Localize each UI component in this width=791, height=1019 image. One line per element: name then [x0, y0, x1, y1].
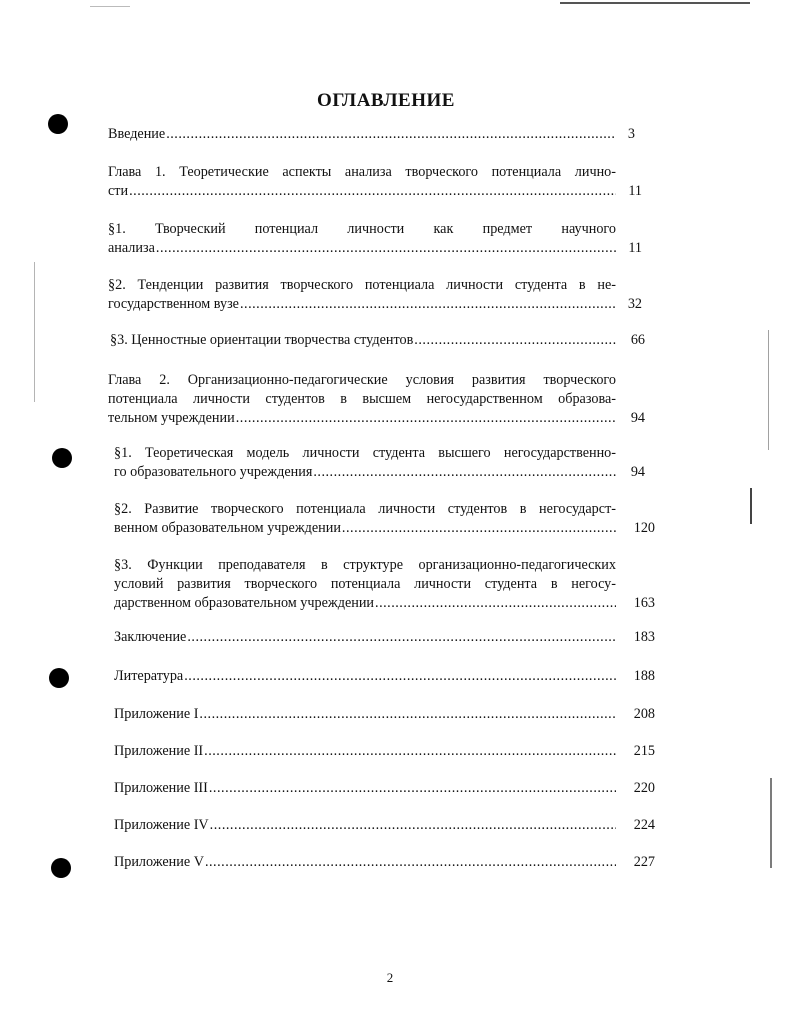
toc-entry-title: Приложение III — [114, 780, 208, 796]
punch-hole — [52, 448, 72, 468]
toc-entry-line: условий развития творческого потенциала личности студента в негосу- — [114, 576, 616, 592]
page-title: ОГЛАВЛЕНИЕ — [317, 90, 455, 111]
toc-entry-title: Заключение — [114, 629, 187, 645]
toc-entry — [114, 742, 616, 761]
toc-entry — [108, 220, 616, 258]
toc-entry-last-line — [108, 239, 616, 258]
toc-page-number: 188 — [633, 668, 655, 684]
toc-entry-last-line — [108, 182, 616, 201]
toc-entry-line: §1. Теоретическая модель личности студента высшего негосударственно- — [114, 445, 616, 461]
toc-entry-last-line — [114, 463, 616, 482]
punch-hole — [51, 858, 71, 878]
toc-entry — [114, 816, 616, 835]
dot-leader — [166, 125, 616, 144]
dot-leader — [205, 853, 616, 872]
toc-page-number: 183 — [633, 629, 655, 645]
toc-entry — [114, 667, 616, 686]
toc-page-number: 11 — [628, 183, 642, 199]
dot-leader — [236, 409, 616, 428]
toc-page-number: 215 — [633, 743, 655, 759]
toc-page-number: 220 — [633, 780, 655, 796]
toc-entry-title: Приложение V — [114, 854, 204, 870]
dot-leader — [375, 594, 616, 613]
toc-entry — [114, 628, 616, 647]
toc-entry-title: Приложение II — [114, 743, 204, 759]
toc-entry-title: го образовательного учреждения — [114, 464, 313, 480]
toc-entry-last-line — [110, 331, 616, 350]
toc-page-number: 3 — [627, 126, 635, 142]
toc-entry-last-line — [114, 853, 616, 872]
toc-entry-last-line — [108, 295, 616, 314]
toc-entry-last-line — [114, 667, 616, 686]
toc-entry — [110, 331, 616, 350]
toc-entry-last-line — [108, 409, 616, 428]
scan-edge-mark — [770, 778, 772, 868]
scan-edge-mark — [750, 488, 752, 524]
toc-entry-title: Введение — [108, 126, 166, 142]
toc-page-number: 11 — [628, 240, 642, 256]
toc-entry — [114, 500, 616, 538]
toc-entry-line: §2. Развитие творческого потенциала личности студентов в негосударст- — [114, 501, 616, 517]
toc-entry-line: Глава 2. Организационно-педагогические условия развития творческого — [108, 372, 616, 388]
toc-entry — [108, 163, 616, 201]
toc-entry-last-line — [114, 779, 616, 798]
punch-hole — [49, 668, 69, 688]
punch-hole — [48, 114, 68, 134]
dot-leader — [184, 667, 616, 686]
toc-entry — [114, 779, 616, 798]
dot-leader — [210, 816, 616, 835]
toc-entry-line: Глава 1. Теоретические аспекты анализа творческого потенциала лично- — [108, 164, 616, 180]
toc-entry-title: Приложение I — [114, 706, 199, 722]
toc-entry-title: сти — [108, 183, 129, 199]
toc-entry-line: §3. Функции преподавателя в структуре организационно-педагогических — [114, 557, 616, 573]
toc-page-number: 224 — [633, 817, 655, 833]
toc-entry-title: §3. Ценностные ориентации творчества студентов — [110, 332, 414, 348]
toc-entry-title: анализа — [108, 240, 155, 256]
toc-page-number: 227 — [633, 854, 655, 870]
dot-leader — [313, 463, 616, 482]
toc-entry-last-line — [114, 705, 616, 724]
scan-edge-mark — [34, 262, 35, 402]
toc-page-number: 94 — [630, 464, 645, 480]
toc-entry — [114, 853, 616, 872]
dot-leader — [199, 705, 616, 724]
toc-entry-last-line — [114, 628, 616, 647]
toc-entry-line: потенциала личности студентов в высшем негосударственном образова- — [108, 391, 616, 407]
toc-page-number: 163 — [633, 595, 655, 611]
dot-leader — [240, 295, 616, 314]
dot-leader — [209, 779, 616, 798]
page-number: 2 — [386, 970, 394, 985]
toc-entry-last-line — [108, 125, 616, 144]
toc-page-number: 66 — [630, 332, 645, 348]
scan-edge-mark — [768, 330, 769, 450]
toc-entry-line: §2. Тенденции развития творческого потенциала личности студента в не- — [108, 277, 616, 293]
dot-leader — [187, 628, 616, 647]
toc-entry — [108, 371, 616, 428]
toc-entry — [114, 444, 616, 482]
dot-leader — [342, 519, 616, 538]
dot-leader — [129, 182, 616, 201]
dot-leader — [156, 239, 616, 258]
dot-leader — [414, 331, 616, 350]
toc-entry — [108, 276, 616, 314]
toc-page-number: 94 — [630, 410, 645, 426]
toc-entry-last-line — [114, 742, 616, 761]
toc-entry — [114, 705, 616, 724]
toc-entry-title: Приложение IV — [114, 817, 209, 833]
toc-entry-last-line — [114, 594, 616, 613]
toc-page-number: 120 — [633, 520, 655, 536]
scan-top-dash — [90, 6, 130, 7]
dot-leader — [204, 742, 616, 761]
toc-entry-last-line — [114, 816, 616, 835]
toc-entry-title: венном образовательном учреждении — [114, 520, 341, 536]
toc-entry-title: тельном учреждении — [108, 410, 235, 426]
toc-page-number: 208 — [633, 706, 655, 722]
toc-entry-title: дарственном образовательном учреждении — [114, 595, 375, 611]
toc-entry-title: Литература — [114, 668, 184, 684]
scan-top-line — [560, 2, 750, 4]
toc-entry-last-line — [114, 519, 616, 538]
toc-entry-title: государственном вузе — [108, 296, 239, 312]
toc-entry — [108, 125, 616, 144]
toc-page-number: 32 — [627, 296, 642, 312]
toc-entry — [114, 556, 616, 613]
toc-entry-line: §1. Творческий потенциал личности как предмет научного — [108, 221, 616, 237]
